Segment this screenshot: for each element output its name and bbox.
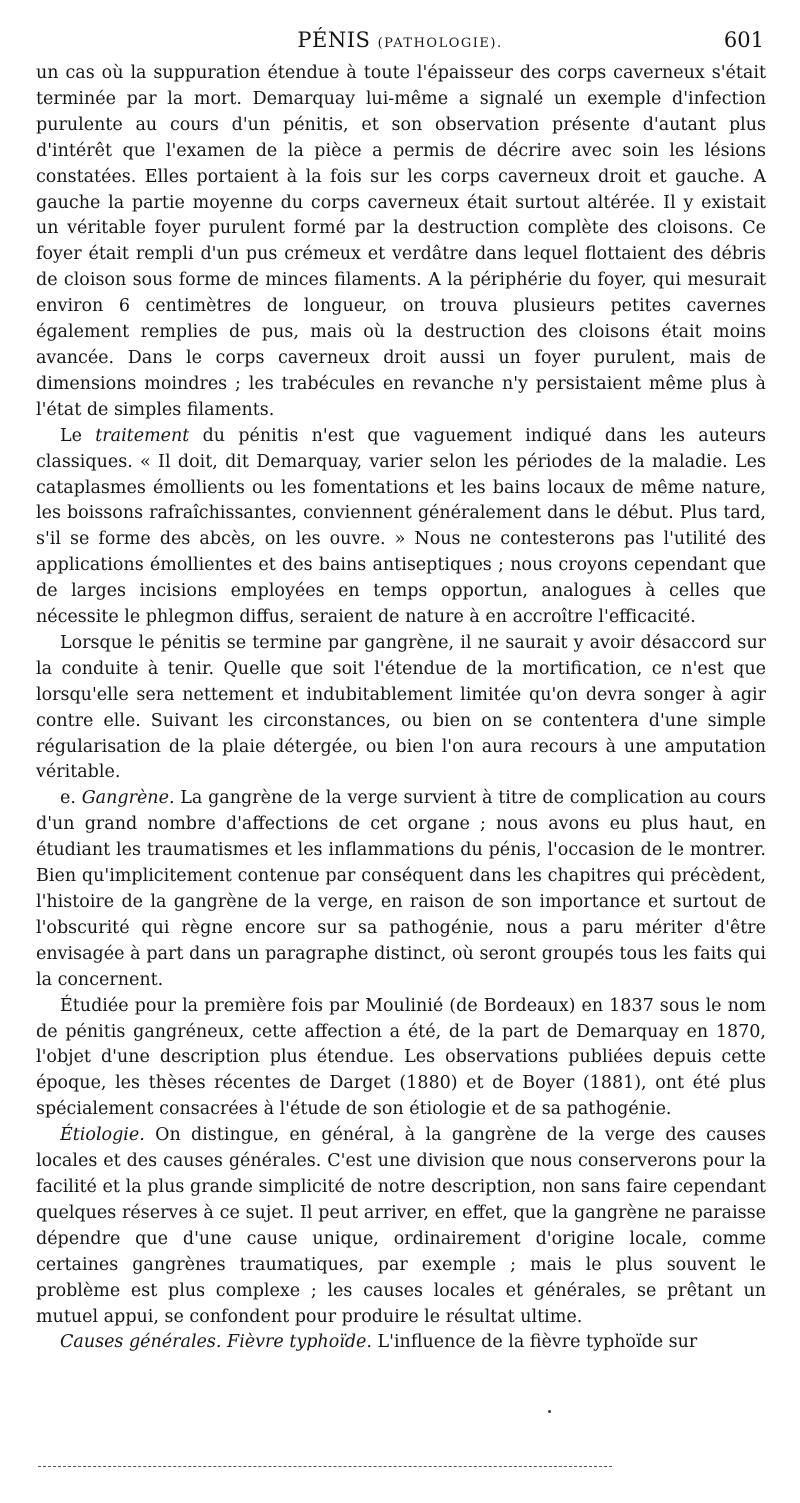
italic-run: Étiologie.	[60, 1125, 145, 1146]
paragraph	[36, 424, 766, 631]
paragraph	[36, 61, 766, 424]
page-header	[0, 28, 800, 58]
text-run: un cas où la suppuration étendue à toute l'épaisseur des corps caverneux s'était terminée par la mort. Demarquay lui-même a signalé un exemple d'infection purulente au cours d'un pénitis, et son observation présente d'autant plus d'intérêt que l'examen de la pièce a permis de décrire avec soin les lésions constatées. Elles portaient à la fois sur les corps caverneux droit et gauche. A gauche la partie moyenne du corps caverneux était surtout altérée. Il y existait un véritable foyer purulent formé par la destruction complète des cloisons. Ce foyer était rempli d'un pus crémeux et verdâtre dans lequel flottaient des débris de cloison sous forme de minces filaments. A la périphérie du foyer, qui mesurait environ 6 centimètres de longueur, on trouva plusieurs petites cavernes également remplies de pus, mais où la destruction des cloisons était moins avancée. Dans le corps caverneux droit aussi un foyer purulent, mais de dimensions moindres ; les trabécules en revanche n'y persistaient même plus à l'état de simples filaments.	[36, 63, 766, 420]
italic-run: Gangrène.	[81, 788, 175, 809]
text-run: du pénitis n'est que vaguement indiqué dans les auteurs classiques. « Il doit, dit Demarquay, varier selon les périodes de la maladie. Les cataplasmes émollients ou les fomentations et les bains locaux de même nature, les boissons rafraîchissantes, conviennent généralement dans le début. Plus tard, s'il se forme des abcès, on les ouvre. » Nous ne contesterons pas l'utilité des applications émollientes et des bains antiseptiques ; nous croyons cependant que de larges incisions employées en temps opportun, analogues à celles que nécessite le phlegmon diffus, seraient de nature à en accroître l'efficacité.	[36, 425, 766, 628]
text-run: On distingue, en général, à la gangrène de la verge des causes locales et des causes générales. C'est une division que nous conserverons pour la facilité et la plus grande simplicité de notre description, non sans faire cependant quelques réserves à ce sujet. Il peut arriver, en effet, que la gangrène ne paraisse dépendre que d'une cause unique, ordinairement d'origine locale, comme certaines gangrènes traumatiques, par exemple ; mais le plus souvent le problème est plus complexe ; les causes locales et générales, se prêtant un mutuel appui, se confondent pour produire le résultat ultime.	[36, 1125, 766, 1327]
italic-run: Fièvre typhoïde.	[227, 1332, 372, 1353]
paragraph	[36, 1123, 766, 1330]
italic-run: traitement	[95, 425, 190, 446]
paragraph	[36, 1330, 766, 1356]
running-head-title: PÉNIS	[297, 28, 371, 52]
italic-run: Causes générales.	[60, 1332, 222, 1353]
stray-mark	[548, 1410, 551, 1413]
body-text	[36, 61, 766, 1356]
running-head-subtitle: (PATHOLOGIE).	[377, 36, 503, 51]
footer-rule	[38, 1466, 612, 1467]
text-run: L'influence de la fièvre typhoïde sur	[371, 1332, 698, 1353]
text-run: La gangrène de la verge survient à titre de complication au cours d'un grand nombre d'affections de cet organe ; nous avons eu plus haut, en étudiant les traumatismes et les inflammations du pénis, l'occasion de le montrer. Bien qu'implicitement contenue par conséquent dans les chapitres qui précèdent, l'histoire de la gangrène de la verge, en raison de son importance et surtout de l'obscurité qui règne encore sur sa pathogénie, nous a paru mériter d'être envisagée à part dans un paragraphe distinct, où seront groupés tous les faits qui la concernent.	[36, 788, 766, 990]
paragraph	[36, 631, 766, 786]
text-run: Le	[60, 425, 96, 446]
text-run: Étudiée pour la première fois par Moulinié (de Bordeaux) en 1837 sous le nom de pénitis gangréneux, cette affection a été, de la part de Demarquay en 1870, l'objet d'une description plus étendue. Les observations publiées depuis cette époque, les thèses récentes de Darget (1880) et de Boyer (1881), ont été plus spécialement consacrées à l'étude de son étiologie et de sa pathogénie.	[36, 995, 766, 1120]
paragraph	[36, 994, 766, 1124]
text-run: e.	[60, 788, 82, 809]
paragraph	[36, 786, 766, 993]
page-number: 601	[723, 28, 764, 52]
text-run: Lorsque le pénitis se termine par gangrène, il ne saurait y avoir désaccord sur la conduite à tenir. Quelle que soit l'étendue de la mortification, ce n'est que lorsqu'elle sera nettement et indubitablement limitée qu'on devra songer à agir contre elle. Suivant les circonstances, ou bien on se contentera d'une simple régularisation de la plaie détergée, ou bien l'on aura recours à une amputation véritable.	[36, 632, 766, 783]
running-head	[0, 28, 800, 52]
